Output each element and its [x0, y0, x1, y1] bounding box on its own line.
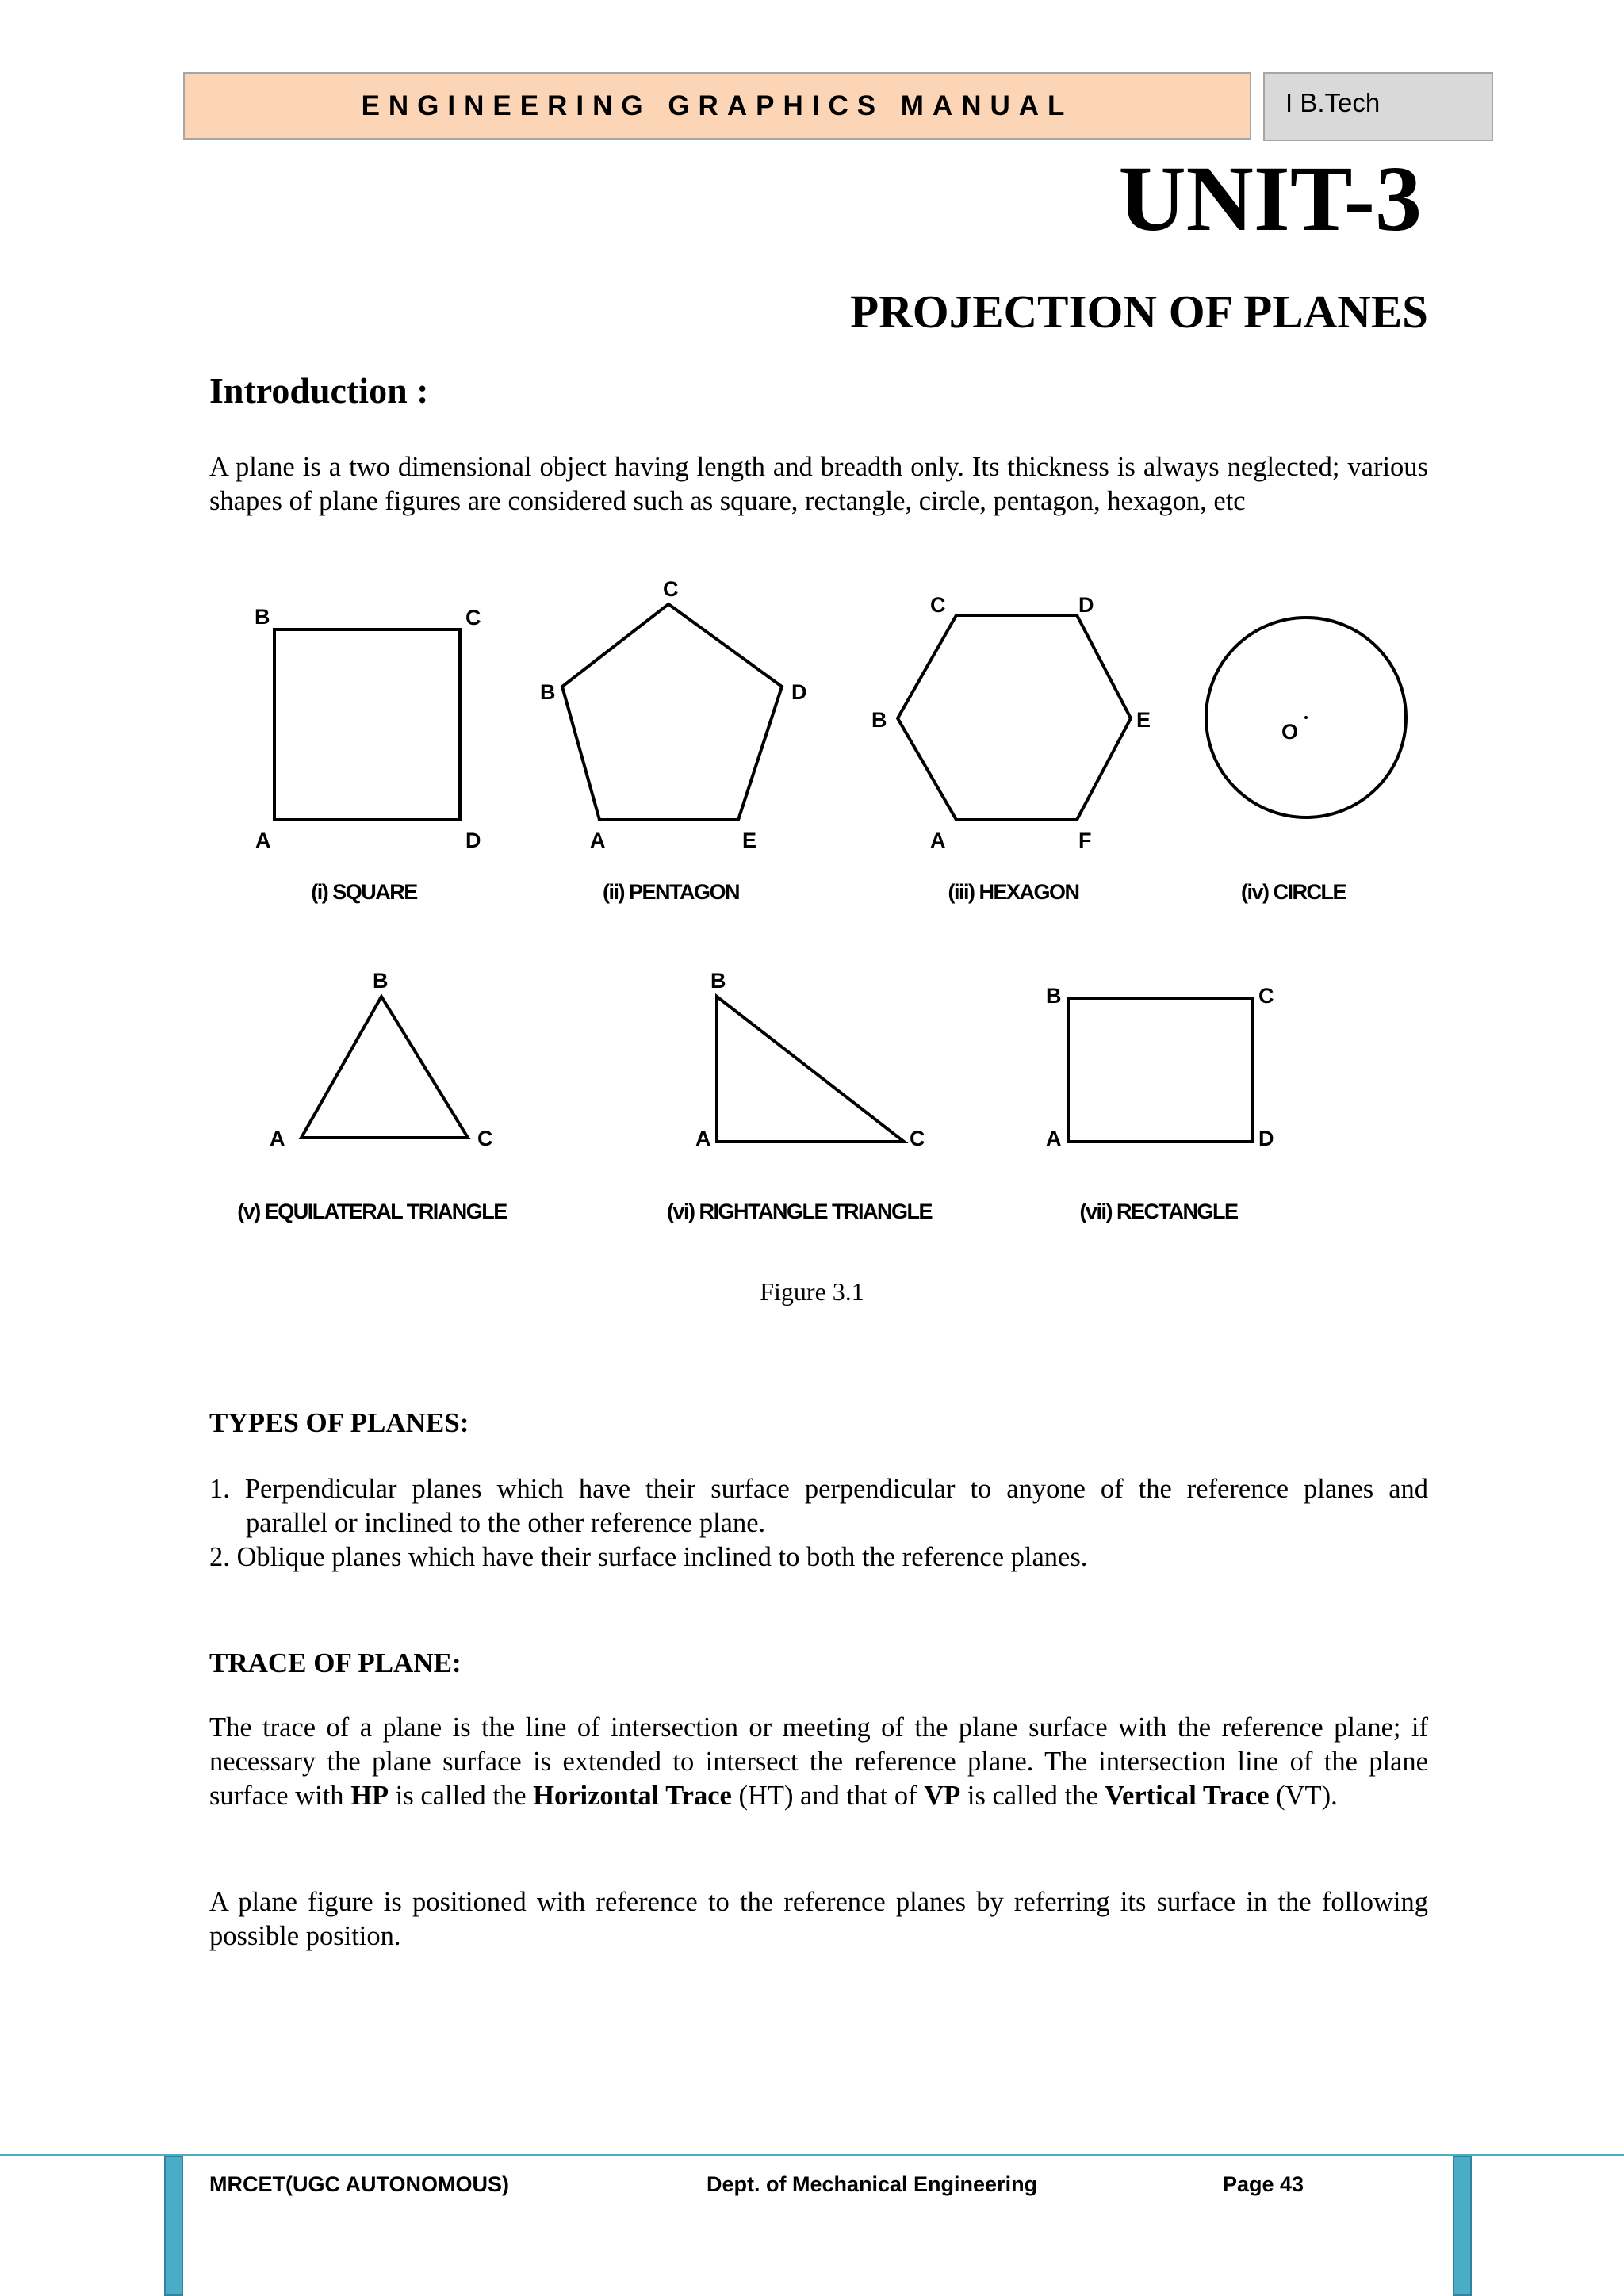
- vp-term: VP: [924, 1781, 961, 1811]
- rectangle-vertex-d: D: [1258, 1127, 1274, 1150]
- hexagon-shape: [898, 615, 1131, 820]
- vertical-trace-term: Vertical Trace: [1105, 1781, 1270, 1811]
- equilateral-vertex-a: A: [270, 1127, 285, 1150]
- square-vertex-a: A: [255, 828, 271, 852]
- equilateral-vertex-c: C: [477, 1127, 493, 1150]
- course-badge: [1263, 72, 1493, 141]
- figure-caption: Figure 3.1: [760, 1277, 864, 1306]
- hexagon-vertex-f: F: [1078, 828, 1092, 852]
- equilateral-triangle-figure: [237, 969, 507, 1223]
- hexagon-figure: [871, 593, 1151, 904]
- square-vertex-d: D: [465, 828, 481, 852]
- footer-rule: [0, 2154, 1624, 2156]
- circle-center-label: O: [1281, 720, 1299, 744]
- rectangle-caption: (vii) RECTANGLE: [1079, 1200, 1238, 1223]
- list-number: 1.: [209, 1474, 230, 1504]
- introduction-heading: Introduction :: [209, 370, 429, 411]
- page-heading: PROJECTION OF PLANES: [850, 285, 1428, 338]
- equilateral-caption: (v) EQUILATERAL TRIANGLE: [237, 1200, 507, 1223]
- footer-left-bar: [164, 2156, 183, 2296]
- pentagon-vertex-d: D: [791, 680, 807, 704]
- manual-title-banner: [183, 72, 1251, 140]
- right-triangle-vertex-a: A: [695, 1127, 711, 1150]
- circle-center-point: [1304, 716, 1308, 719]
- right-triangle-caption: (vi) RIGHTANGLE TRIANGLE: [667, 1200, 932, 1223]
- pentagon-vertex-c: C: [663, 577, 679, 601]
- circle-figure: [1206, 618, 1406, 904]
- square-vertex-c: C: [465, 606, 481, 629]
- hexagon-caption: (iii) HEXAGON: [948, 880, 1079, 904]
- right-triangle-vertex-c: C: [910, 1127, 925, 1150]
- trace-of-plane-heading: TRACE OF PLANE:: [209, 1647, 462, 1678]
- right-triangle-figure: [667, 969, 932, 1223]
- hp-term: HP: [350, 1781, 389, 1811]
- rectangle-figure: [1046, 984, 1274, 1223]
- right-triangle-shape: [717, 997, 904, 1142]
- plane-figures-diagram: [198, 559, 1427, 1241]
- equilateral-vertex-b: B: [373, 969, 389, 993]
- pentagon-vertex-a: A: [590, 828, 606, 852]
- manual-title: ENGINEERING GRAPHICS MANUAL: [361, 90, 1074, 121]
- hexagon-vertex-c: C: [930, 593, 946, 617]
- footer-right-bar: [1453, 2156, 1472, 2296]
- rectangle-shape: [1068, 998, 1253, 1142]
- footer-institution: MRCET(UGC AUTONOMOUS): [209, 2172, 509, 2196]
- trace-text: is called the: [395, 1781, 527, 1811]
- footer-department: Dept. of Mechanical Engineering: [707, 2172, 1038, 2196]
- horizontal-trace-term: Horizontal Trace: [533, 1781, 732, 1811]
- list-text: Perpendicular planes which have their surface perpendicular to anyone of the reference planes and: [244, 1474, 1429, 1504]
- trace-text: (VT).: [1276, 1781, 1338, 1811]
- square-caption: (i) SQUARE: [311, 880, 417, 904]
- types-of-planes-list: [209, 1472, 1428, 1575]
- pentagon-caption: (ii) PENTAGON: [603, 880, 739, 904]
- trace-paragraph-2: A plane figure is positioned with reference to the reference planes by referring its surface in the following possible position.: [209, 1887, 1428, 1951]
- circle-caption: (iv) CIRCLE: [1241, 880, 1346, 904]
- trace-text: (HT) and that of: [738, 1781, 917, 1811]
- types-list-item-1: [209, 1472, 1428, 1506]
- introduction-paragraph: A plane is a two dimensional object having length and breadth only. Its thickness is always neglected; various shapes of plane figures are considered such as square, rectangle, circle, pentagon, hexagon, etc: [209, 452, 1428, 516]
- trace-paragraph-1: [209, 1711, 1428, 1813]
- hexagon-vertex-b: B: [871, 708, 887, 732]
- footer-page-number: Page 43: [1223, 2172, 1304, 2196]
- types-list-item-2: [209, 1540, 1428, 1575]
- rectangle-vertex-b: B: [1046, 984, 1062, 1008]
- rectangle-vertex-a: A: [1046, 1127, 1062, 1150]
- types-list-item-1-cont: parallel or inclined to the other reference plane.: [246, 1508, 766, 1538]
- unit-title: UNIT-3: [1118, 147, 1422, 251]
- hexagon-vertex-a: A: [930, 828, 946, 852]
- rectangle-vertex-c: C: [1258, 984, 1274, 1008]
- trace-text: The trace of a plane is the line of intersection or meeting of the plane surface with the reference plane; if necessary the plane surface is extended to intersect the reference plane. The intersection line of the plane surface with: [209, 1712, 1428, 1811]
- right-triangle-vertex-b: B: [710, 969, 726, 993]
- course-label: I B.Tech: [1285, 88, 1381, 117]
- square-shape: [274, 629, 460, 820]
- pentagon-vertex-e: E: [742, 828, 757, 852]
- equilateral-triangle-shape: [301, 997, 468, 1138]
- hexagon-vertex-d: D: [1078, 593, 1094, 617]
- pentagon-figure: [540, 577, 807, 904]
- pentagon-shape: [562, 604, 782, 820]
- list-text: Oblique planes which have their surface inclined to both the reference planes.: [236, 1542, 1088, 1572]
- pentagon-vertex-b: B: [540, 680, 556, 704]
- square-vertex-b: B: [255, 605, 270, 629]
- square-figure: [255, 605, 481, 904]
- hexagon-vertex-e: E: [1136, 708, 1151, 732]
- list-number: 2.: [209, 1542, 230, 1572]
- trace-text: is called the: [967, 1781, 1098, 1811]
- types-of-planes-heading: TYPES OF PLANES:: [209, 1407, 469, 1438]
